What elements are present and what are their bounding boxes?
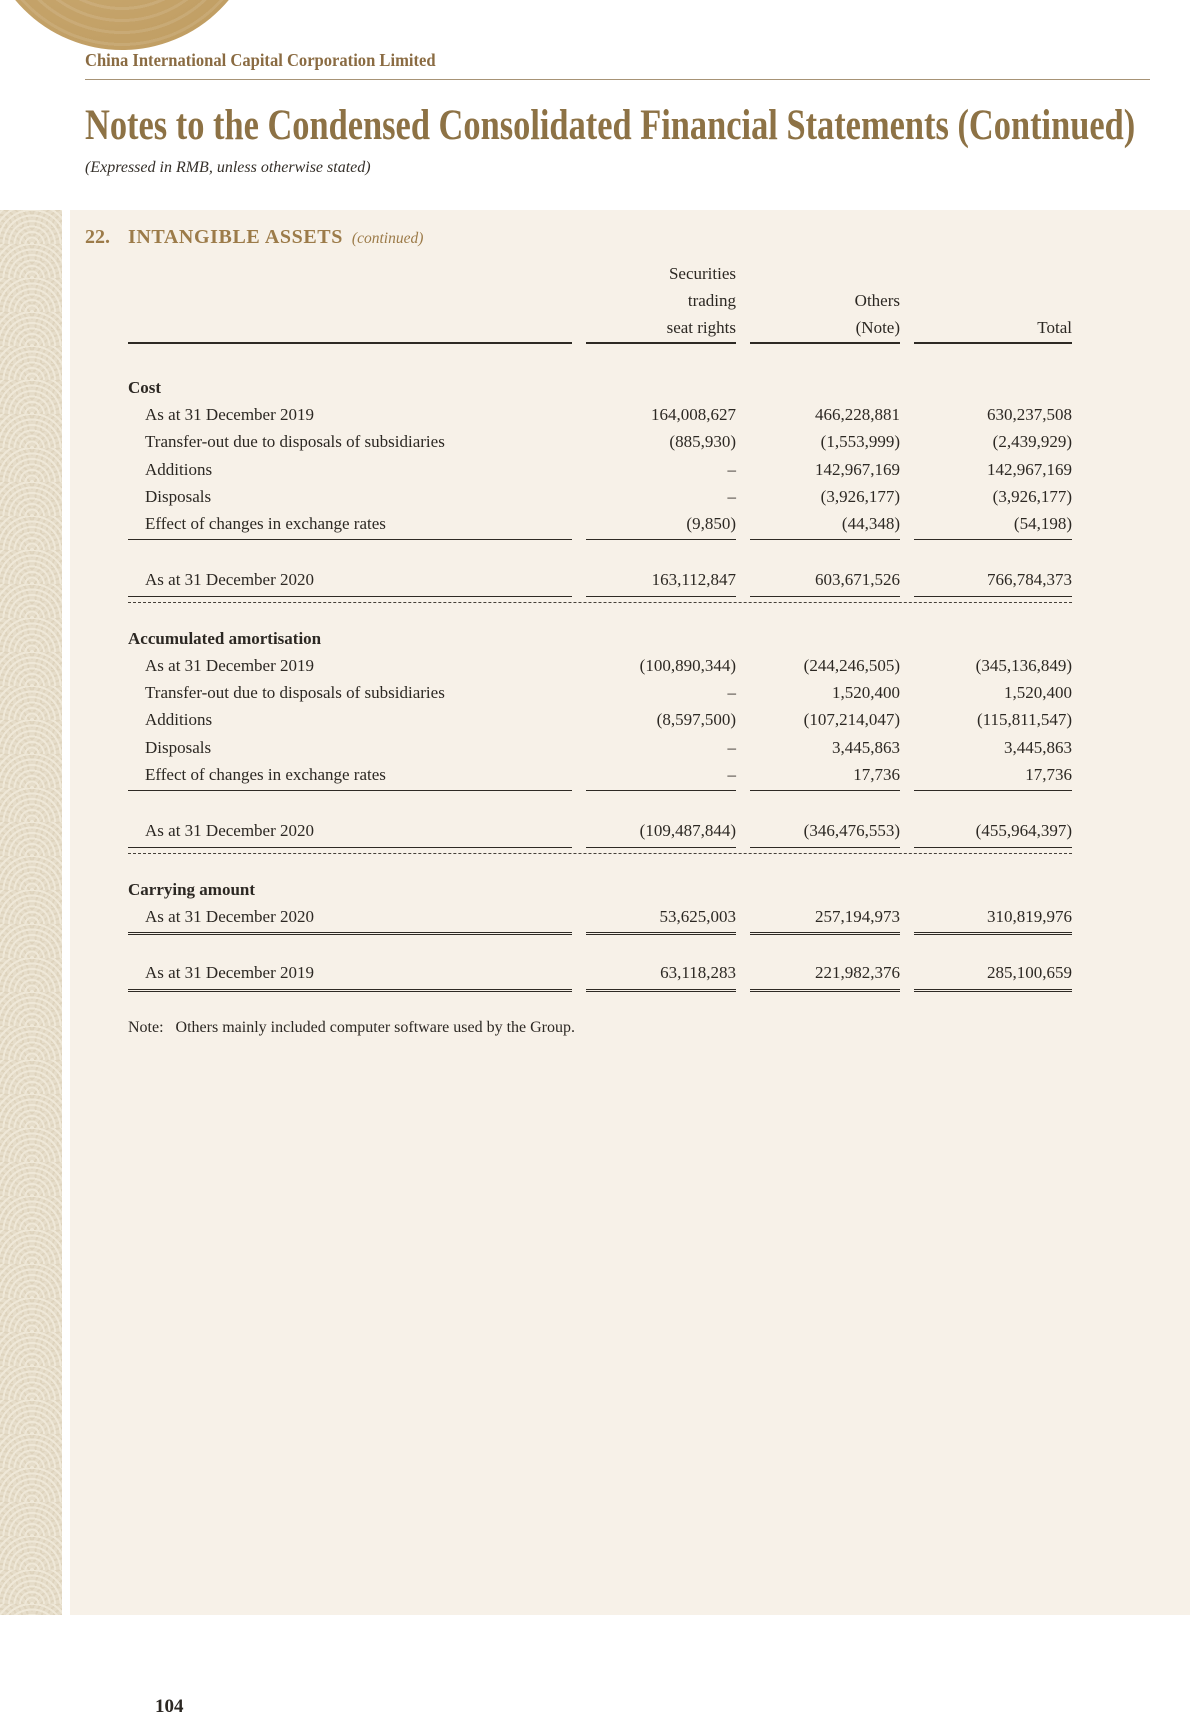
row-value: (885,930) [669,432,736,452]
row-label: Transfer-out due to disposals of subsidiaries [145,683,445,703]
row-value: 17,736 [853,764,900,784]
column-header-securities-trading-seat-rights: Securities trading seat rights [666,264,736,337]
row-label: As at 31 December 2020 [128,817,572,847]
row-value: 142,967,169 [987,459,1072,479]
row-value: (54,198) [1013,514,1072,534]
row-value: (8,597,500) [656,710,736,730]
column-header-total: Total [1037,318,1072,337]
row-value: (2,439,929) [992,432,1072,452]
row-value: 3,445,863 [832,737,900,757]
section-heading [85,224,1190,252]
currency-note: (Expressed in RMB, unless otherwise stated) [85,159,371,177]
row-value: – [727,764,736,784]
page-title: Notes to the Condensed Consolidated Financial Statements (Continued) [85,102,1136,149]
row-label: As at 31 December 2020 [128,566,572,596]
row-value: (9,850) [686,514,736,534]
row-value: – [727,459,736,479]
table-row [128,428,1072,455]
dashed-rule [128,602,1072,603]
row-value: (100,890,344) [639,655,736,675]
row-value: 630,237,508 [987,405,1072,424]
dashed-rule [128,853,1072,854]
row-value: 221,982,376 [815,963,900,983]
company-name: China International Capital Corporation Limited [85,50,436,70]
row-label: Transfer-out due to disposals of subsidiaries [145,432,445,452]
row-value: (3,926,177) [992,486,1072,506]
row-value: 766,784,373 [914,566,1072,596]
amortisation-subtotal-row [128,817,1072,847]
column-header-others-note: Others (Note) [854,291,900,337]
table-row [128,706,1072,733]
row-value: 257,194,973 [815,906,900,926]
section-number: 22. [85,226,110,248]
row-label: Disposals [145,737,212,757]
table-row [128,510,1072,537]
double-rule [128,989,1072,993]
row-value: – [727,737,736,757]
section-continued-label: (continued) [351,230,424,247]
carrying-section-heading: Carrying amount [128,879,256,899]
row-value: 285,100,659 [987,963,1072,983]
row-value: (44,348) [841,514,900,534]
table-row [128,401,1072,428]
row-label: Disposals [145,486,212,506]
row-value: (1,553,999) [820,432,900,452]
row-value: (3,926,177) [820,486,900,506]
row-value: 63,118,283 [660,963,736,983]
page-number: 104 [155,1696,184,1717]
row-label: As at 31 December 2019 [145,655,315,675]
row-value: 603,671,526 [750,566,900,596]
row-value: (107,214,047) [803,710,900,730]
row-value: (345,136,849) [975,655,1072,675]
row-value: 142,967,169 [815,459,900,479]
row-value: 17,736 [1025,764,1072,784]
footnote [128,1016,1072,1040]
cost-section-heading: Cost [128,378,162,397]
carrying-2019-row [128,959,1072,986]
row-value: 53,625,003 [659,906,736,926]
row-value: (115,811,547) [976,710,1072,730]
row-label: Additions [145,459,213,479]
section-title: INTANGIBLE ASSETS [128,226,343,248]
table-row [128,652,1072,679]
row-value: 310,819,976 [987,906,1072,926]
table-row [128,679,1072,706]
header-rule [128,342,1072,344]
table-row [128,734,1072,761]
table-row [128,456,1072,483]
row-label: As at 31 December 2019 [145,405,315,424]
section-rule [128,790,1072,791]
row-value: (244,246,505) [803,655,900,675]
section-rule [128,539,1072,540]
label-column-spacer [128,260,572,341]
table-column-headers [128,260,1072,341]
amortisation-section-heading: Accumulated amortisation [128,628,322,648]
footnote-label: Note: [128,1019,164,1037]
row-value: 1,520,400 [1004,683,1072,703]
row-value: 3,445,863 [1004,737,1072,757]
cost-subtotal-row [128,566,1072,596]
row-label: Effect of changes in exchange rates [145,514,386,534]
row-label: As at 31 December 2020 [145,906,315,926]
table-row [128,483,1072,510]
row-value: 466,228,881 [815,405,900,424]
carrying-2020-row [128,903,1072,930]
side-wave-pattern [0,210,62,1615]
double-rule [128,932,1072,936]
row-value: (109,487,844) [586,817,736,847]
decorative-circle [0,0,261,50]
row-value: 164,008,627 [651,405,736,424]
row-value: (455,964,397) [914,817,1072,847]
row-label: As at 31 December 2019 [145,963,315,983]
row-value: – [727,683,736,703]
content-panel [70,210,1190,1717]
row-value: 163,112,847 [586,566,736,596]
footnote-text: Others mainly included computer software used by the Group. [175,1019,575,1037]
intangible-assets-table [128,260,1072,1040]
row-value: 1,520,400 [832,683,900,703]
table-row [128,761,1072,788]
row-label: Effect of changes in exchange rates [145,764,386,784]
row-value: – [727,486,736,506]
row-label: Additions [145,710,213,730]
row-value: (346,476,553) [750,817,900,847]
page-header [85,50,1150,177]
